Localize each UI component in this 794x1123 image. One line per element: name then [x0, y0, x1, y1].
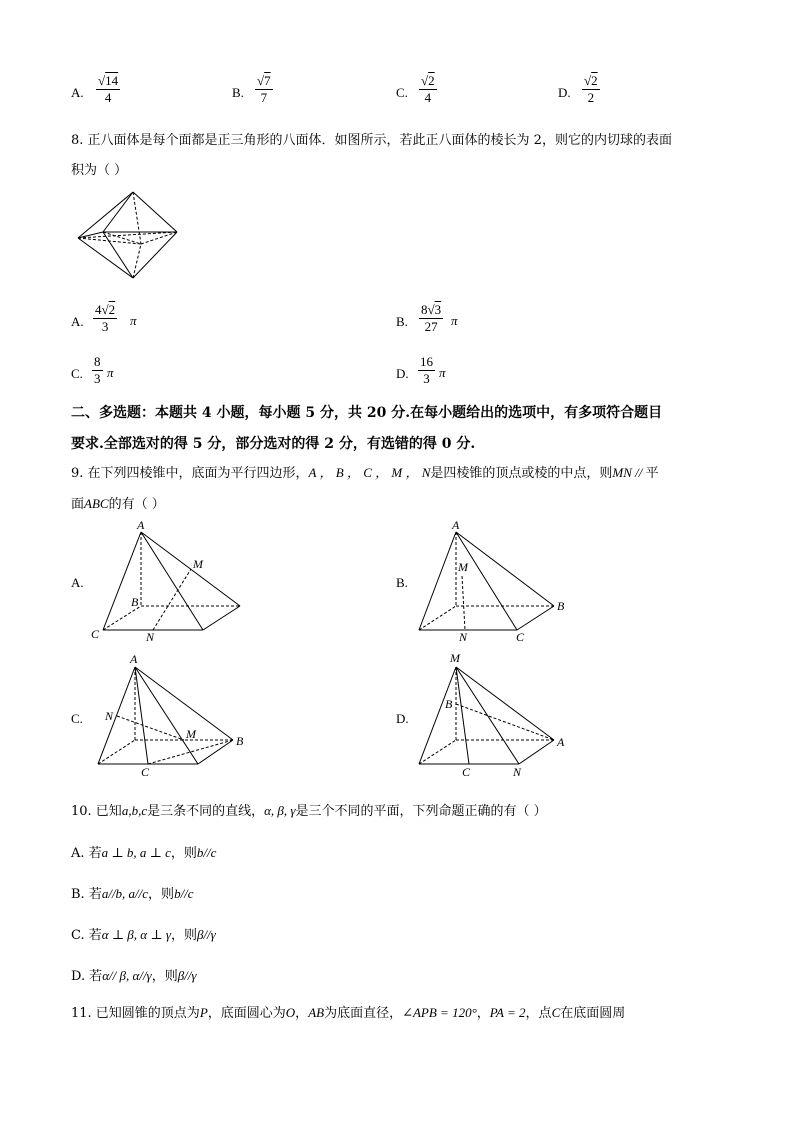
q8-option-b-letter: B. [396, 314, 408, 329]
q9-stem-line1: 9. 在下列四棱锥中，底面为平行四边形，A ， B ， C ， M ， N是四棱锥的顶点或棱的中点，则MN // 平 [71, 465, 659, 481]
q9-fig-d-label-c: C [462, 765, 471, 779]
q10-option-b: B. 若a//b, a//c，则b//c [71, 886, 194, 902]
q8-option-a-pi: π [130, 313, 137, 328]
q9-option-a-letter: A. [71, 575, 84, 590]
q9-option-c-letter: C. [71, 711, 83, 726]
q9-fig-b-label-m: M [458, 560, 468, 574]
q10-option-a: A. 若a ⊥ b, a ⊥ c，则b//c [71, 845, 217, 861]
q9-stem-line2: 面ABC的有（ ） [71, 496, 165, 512]
q9-fig-d-label-m: M [450, 651, 460, 665]
q9-figure-c [88, 652, 258, 777]
q8-stem-line2: 积为（ ） [71, 163, 128, 178]
q9-fig-c-label-c: C [141, 765, 150, 779]
q9-figure-b [412, 518, 582, 643]
octahedron-figure [75, 190, 205, 280]
q11-stem: 11. 已知圆锥的顶点为P，底面圆心为O，AB为底面直径，∠APB = 120°，PA = 2，点C在底面圆周 [71, 1005, 626, 1021]
section2-heading-line1: 二、多选题：本题共 4 小题，每小题 5 分，共 20 分.在每小题给出的选项中，有多项符合题目 [71, 405, 663, 421]
q8-option-b-pi: π [451, 313, 458, 328]
q10-option-d: D. 若α// β, α//γ，则β//γ [71, 968, 197, 984]
q9-option-b-letter: B. [396, 575, 408, 590]
q9-fig-c-label-a: A [130, 652, 138, 666]
q7-option-b-letter: B. [232, 85, 244, 100]
q9-fig-a-label-c: C [91, 627, 100, 641]
q7-option-d-value: $\frac{√2}{2}$ [584, 73, 598, 105]
q8-option-a-value: $\frac{4√2}{3}$ [95, 302, 116, 334]
q8-option-b-value: $\frac{8√3}{27}$ [421, 302, 442, 334]
q8-option-d-value: $\frac{16}{3}$ [420, 354, 433, 386]
q7-option-a-letter: A. [71, 85, 84, 100]
q9-fig-a-label-b: B [131, 595, 139, 609]
q7-option-c-value: $\frac{√2}{4}$ [421, 73, 435, 105]
q9-fig-d-label-b: B [445, 697, 453, 711]
q7-option-c-letter: C. [396, 85, 408, 100]
q10-option-c: C. 若α ⊥ β, α ⊥ γ，则β//γ [71, 927, 216, 943]
q8-option-c-pi: π [107, 365, 114, 380]
q10-stem: 10. 已知a,b,c是三条不同的直线，α, β, γ是三个不同的平面，下列命题正确的有（ ） [71, 803, 547, 819]
q9-fig-b-label-n: N [459, 630, 468, 644]
q8-option-d-pi: π [439, 365, 446, 380]
q9-fig-c-label-b: B [236, 734, 244, 748]
q8-option-a-letter: A. [71, 314, 84, 329]
q9-figure-a [88, 518, 258, 643]
q9-fig-d-label-a: A [557, 735, 565, 749]
q9-option-d-letter: D. [396, 711, 409, 726]
q8-option-d-letter: D. [396, 366, 409, 381]
q9-fig-a-label-m: M [193, 557, 203, 571]
q8-stem-line1: 8. 正八面体是每个面都是正三角形的八面体．如图所示，若此正八面体的棱长为 2，则它的内切球的表面 [71, 133, 672, 148]
q9-fig-c-label-m: M [186, 727, 196, 741]
q9-figure-d [412, 652, 582, 777]
q9-fig-a-label-n: N [146, 630, 155, 644]
q9-fig-b-label-b: B [557, 599, 565, 613]
q9-fig-a-label-a: A [137, 518, 145, 532]
q9-fig-b-label-c: C [516, 630, 525, 644]
q9-fig-c-label-n: N [105, 709, 114, 723]
q7-option-b-value: $\frac{√7}{7}$ [257, 73, 271, 105]
q8-option-c-value: $\frac{8}{3}$ [94, 354, 101, 386]
q9-fig-b-label-a: A [452, 518, 460, 532]
q8-option-c-letter: C. [71, 366, 83, 381]
q7-option-d-letter: D. [558, 85, 571, 100]
q9-fig-d-label-n: N [513, 765, 522, 779]
q7-option-a-value: $\frac{√14}{4}$ [98, 73, 119, 105]
section2-heading-line2: 要求.全部选对的得 5 分，部分选对的得 2 分，有选错的得 0 分. [71, 436, 476, 452]
